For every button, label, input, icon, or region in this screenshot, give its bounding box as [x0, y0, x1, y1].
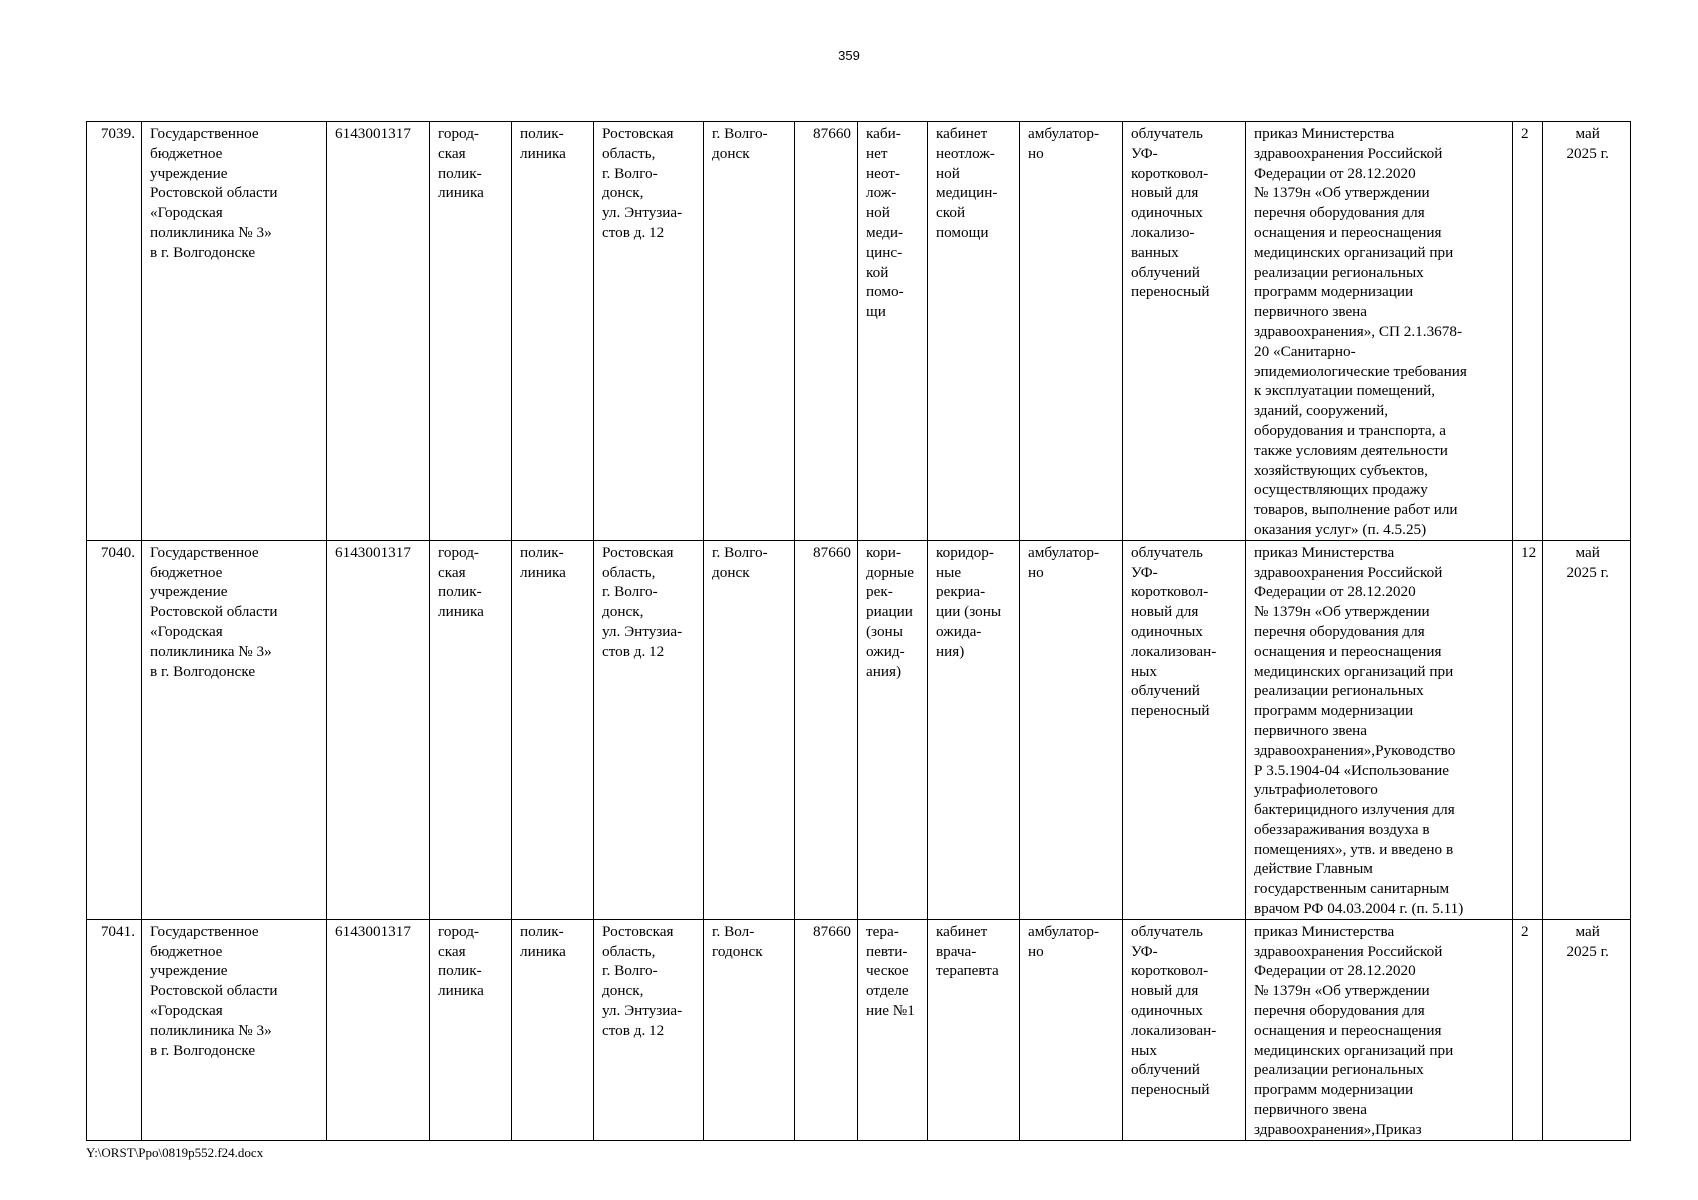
inn: 6143001317 — [327, 919, 430, 1140]
facility-subtype: полик- линика — [512, 122, 594, 541]
care-condition: амбулатор- но — [1020, 919, 1123, 1140]
department: тера- певти- ческое отделе ние №1 — [858, 919, 928, 1140]
delivery-date: май 2025 г. — [1543, 540, 1631, 919]
room: кабинет врача- терапевта — [928, 919, 1020, 1140]
quantity: 2 — [1513, 919, 1543, 1140]
organization-name: Государственное бюджетное учреждение Ростовской области «Городская поликлиника № 3» в г. Волгодонске — [142, 919, 327, 1140]
facility-type: город- ская полик- линика — [430, 540, 512, 919]
inn: 6143001317 — [327, 122, 430, 541]
facility-type: город- ская полик- линика — [430, 122, 512, 541]
regulatory-basis: приказ Министерства здравоохранения Российской Федерации от 28.12.2020 № 1379н «Об утверждении перечня оборудования для оснащения и переоснащения медицинских организаций при реализации региональных программ модернизации первичного звена здравоохранения», СП 2.1.3678- 20 «Санитарно- эпидемиологические требования к эксплуатации помещений, зданий, сооружений, оборудования и транспорта, а также условиям деятельности хозяйствующих субъектов, осуществляющих продажу товаров, выполнение работ или оказания услуг» (п. 4.5.25) — [1246, 122, 1513, 541]
inn: 6143001317 — [327, 540, 430, 919]
care-condition: амбулатор- но — [1020, 540, 1123, 919]
department: кори- дорные рек- риации (зоны ожид- ания) — [858, 540, 928, 919]
equipment-table — [86, 121, 1631, 1141]
table-row — [87, 122, 1631, 541]
delivery-date: май 2025 г. — [1543, 919, 1631, 1140]
organization-name: Государственное бюджетное учреждение Ростовской области «Городская поликлиника № 3» в г. Волгодонске — [142, 122, 327, 541]
quantity: 12 — [1513, 540, 1543, 919]
quantity: 2 — [1513, 122, 1543, 541]
room: кабинет неотлож- ной медицин- ской помощи — [928, 122, 1020, 541]
city: г. Волго- донск — [704, 122, 795, 541]
postal-code: 87660 — [795, 919, 858, 1140]
row-number: 7040. — [87, 540, 142, 919]
room: коридор- ные рекриа- ции (зоны ожида- ния) — [928, 540, 1020, 919]
postal-code: 87660 — [795, 540, 858, 919]
city: г. Вол- годонск — [704, 919, 795, 1140]
department: каби- нет неот- лож- ной меди- цинс- кой помо- щи — [858, 122, 928, 541]
facility-subtype: полик- линика — [512, 919, 594, 1140]
equipment: облучатель УФ- коротковол- новый для одиночных локализован- ных облучений переносный — [1123, 540, 1246, 919]
page-number: 359 — [838, 48, 860, 63]
address: Ростовская область, г. Волго- донск, ул. Энтузиа- стов д. 12 — [594, 122, 704, 541]
row-number: 7041. — [87, 919, 142, 1140]
footer-file-path: Y:\ORST\Ppo\0819p552.f24.docx — [86, 1145, 264, 1160]
table-row — [87, 919, 1631, 1140]
row-number: 7039. — [87, 122, 142, 541]
equipment: облучатель УФ- коротковол- новый для одиночных локализован- ных облучений переносный — [1123, 919, 1246, 1140]
table-row — [87, 540, 1631, 919]
facility-type: город- ская полик- линика — [430, 919, 512, 1140]
regulatory-basis: приказ Министерства здравоохранения Российской Федерации от 28.12.2020 № 1379н «Об утверждении перечня оборудования для оснащения и переоснащения медицинских организаций при реализации региональных программ модернизации первичного звена здравоохранения»,Руководство Р 3.5.1904-04 «Использование ультрафиолетового бактерицидного излучения для обеззараживания воздуха в помещениях», утв. и введено в действие Главным государственным санитарным врачом РФ 04.03.2004 г. (п. 5.11) — [1246, 540, 1513, 919]
delivery-date: май 2025 г. — [1543, 122, 1631, 541]
regulatory-basis: приказ Министерства здравоохранения Российской Федерации от 28.12.2020 № 1379н «Об утверждении перечня оборудования для оснащения и переоснащения медицинских организаций при реализации региональных программ модернизации первичного звена здравоохранения»,Приказ — [1246, 919, 1513, 1140]
equipment: облучатель УФ- коротковол- новый для одиночных локализо- ванных облучений переносный — [1123, 122, 1246, 541]
postal-code: 87660 — [795, 122, 858, 541]
care-condition: амбулатор- но — [1020, 122, 1123, 541]
organization-name: Государственное бюджетное учреждение Ростовской области «Городская поликлиника № 3» в г. Волгодонске — [142, 540, 327, 919]
facility-subtype: полик- линика — [512, 540, 594, 919]
address: Ростовская область, г. Волго- донск, ул. Энтузиа- стов д. 12 — [594, 540, 704, 919]
address: Ростовская область, г. Волго- донск, ул. Энтузиа- стов д. 12 — [594, 919, 704, 1140]
city: г. Волго- донск — [704, 540, 795, 919]
